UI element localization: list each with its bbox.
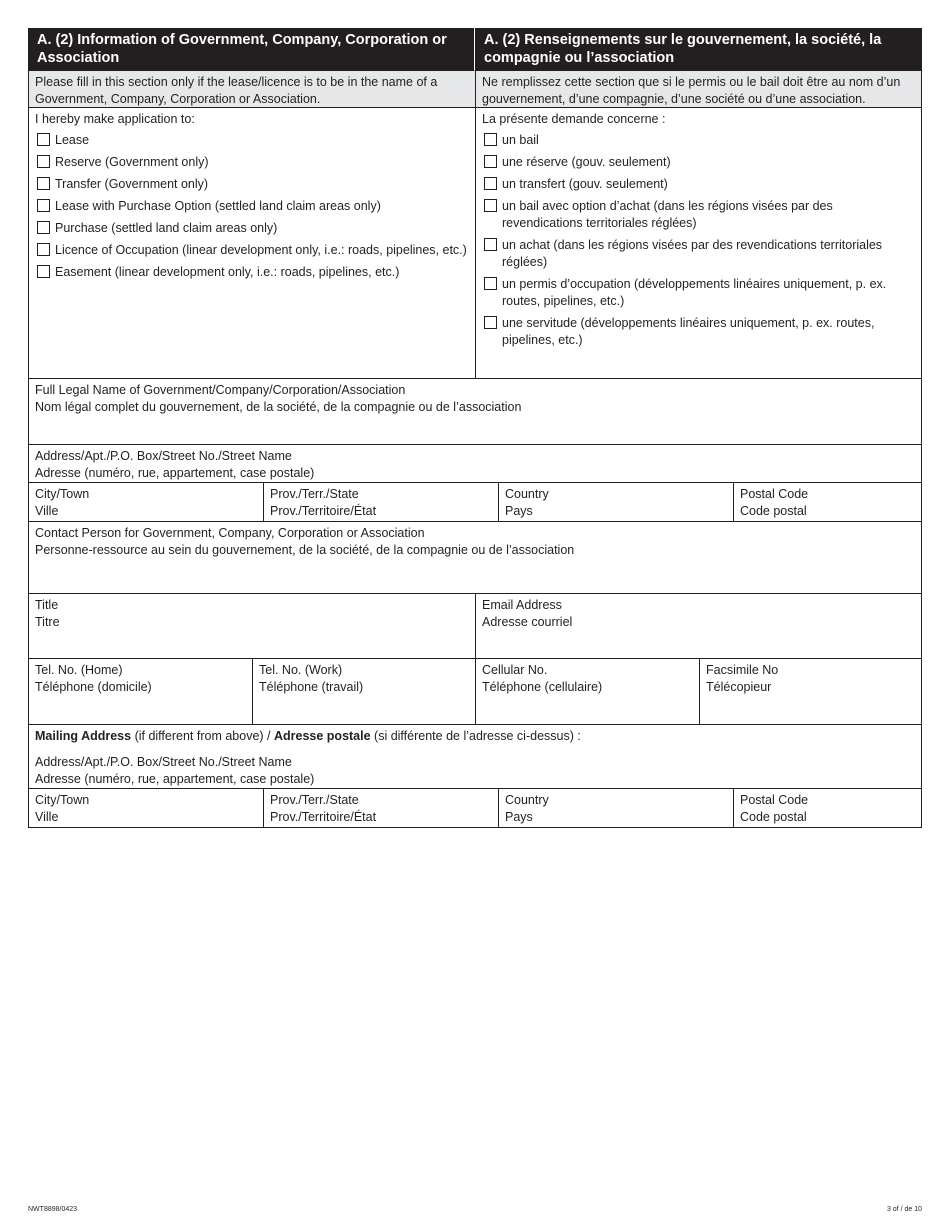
checkbox-icon[interactable] xyxy=(37,265,50,278)
section-instructions xyxy=(28,71,922,108)
address-label-fr: Adresse (numéro, rue, appartement, case postale) xyxy=(35,466,315,480)
application-type-fr-option[interactable] xyxy=(482,198,915,232)
province-label-fr: Prov./Territoire/État xyxy=(270,504,377,518)
checkbox-icon[interactable] xyxy=(484,155,497,168)
application-type-fr-option[interactable] xyxy=(482,132,915,149)
application-type-fr-option-label: une réserve (gouv. seulement) xyxy=(502,155,671,169)
application-type-row xyxy=(28,108,922,379)
contact-person-field[interactable] xyxy=(28,522,922,594)
application-type-fr-option-label: un permis d’occupation (développements linéaires uniquement, p. ex. routes, pipelines, etc.) xyxy=(502,277,887,308)
application-form-section xyxy=(28,28,922,828)
application-type-en-option-label: Easement (linear development only, i.e.: roads, pipelines, etc.) xyxy=(55,265,400,279)
mailing-postal-code-label-fr: Code postal xyxy=(740,810,807,824)
instructions-en: Please fill in this section only if the lease/licence is to be in the name of a Government, Company, Corporation or Association. xyxy=(28,71,475,108)
checkbox-icon[interactable] xyxy=(37,177,50,190)
application-type-en-option[interactable] xyxy=(35,242,469,259)
mailing-province-label-fr: Prov./Territoire/État xyxy=(270,810,377,824)
checkbox-icon[interactable] xyxy=(484,177,497,190)
application-type-fr xyxy=(475,108,922,379)
application-type-en-option-label: Purchase (settled land claim areas only) xyxy=(55,221,278,235)
mailing-postal-code-label-en: Postal Code xyxy=(740,793,809,807)
application-type-en-option[interactable] xyxy=(35,154,469,171)
application-type-en-option[interactable] xyxy=(35,264,469,281)
application-type-fr-option[interactable] xyxy=(482,237,915,271)
title-field[interactable] xyxy=(28,594,475,659)
cell-phone-label-fr: Téléphone (cellulaire) xyxy=(482,680,603,694)
fax-label-en: Facsimile No xyxy=(706,663,779,677)
application-intro-en: I hereby make application to: xyxy=(35,112,195,126)
checkbox-icon[interactable] xyxy=(37,155,50,168)
application-type-fr-option-label: un achat (dans les régions visées par des revendications territoriales réglées) xyxy=(502,238,883,269)
application-intro-fr: La présente demande concerne : xyxy=(482,112,666,126)
email-label-fr: Adresse courriel xyxy=(482,615,573,629)
email-label-en: Email Address xyxy=(482,598,562,612)
checkbox-icon[interactable] xyxy=(484,238,497,251)
work-phone-field[interactable] xyxy=(252,659,475,725)
mailing-address-label-en: Address/Apt./P.O. Box/Street No./Street Name xyxy=(35,755,292,769)
mailing-heading xyxy=(35,728,915,745)
checkbox-icon[interactable] xyxy=(37,133,50,146)
instructions-fr: Ne remplissez cette section que si le permis ou le bail doit être au nom d’un gouvernement, d’une compagnie, d’une société ou d’une association. xyxy=(475,71,922,108)
title-label-en: Title xyxy=(35,598,59,612)
section-title-en: A. (2) Information of Government, Company, Corporation or Association xyxy=(28,28,475,71)
section-header xyxy=(28,28,922,71)
email-field[interactable] xyxy=(475,594,922,659)
work-phone-label-en: Tel. No. (Work) xyxy=(259,663,343,677)
checkbox-icon[interactable] xyxy=(484,133,497,146)
home-phone-label-fr: Téléphone (domicile) xyxy=(35,680,152,694)
mailing-address-field[interactable] xyxy=(28,725,922,789)
mailing-province-label-en: Prov./Terr./State xyxy=(270,793,359,807)
phone-row xyxy=(28,659,922,725)
mailing-province-field[interactable] xyxy=(263,789,498,828)
country-label-fr: Pays xyxy=(505,504,533,518)
mailing-heading-fr-rest: (si différente de l’adresse ci-dessus) : xyxy=(370,729,581,743)
application-type-en-option[interactable] xyxy=(35,198,469,215)
address-field[interactable] xyxy=(28,445,922,483)
application-type-fr-option-label: un transfert (gouv. seulement) xyxy=(502,177,668,191)
application-type-en-option[interactable] xyxy=(35,132,469,149)
mailing-location-row xyxy=(28,789,922,828)
form-id: NWT8898/0423 xyxy=(28,1206,78,1213)
application-type-en-option-label: Lease xyxy=(55,133,90,147)
application-type-en-option-label: Lease with Purchase Option (settled land claim areas only) xyxy=(55,199,381,213)
application-type-fr-option[interactable] xyxy=(482,315,915,349)
checkbox-icon[interactable] xyxy=(37,221,50,234)
contact-label-fr: Personne-ressource au sein du gouvernement, de la société, de la compagnie ou de l’association xyxy=(35,543,575,557)
checkbox-icon[interactable] xyxy=(37,199,50,212)
application-type-fr-option-label: un bail xyxy=(502,133,539,147)
fax-label-fr: Télécopieur xyxy=(706,680,772,694)
postal-code-label-en: Postal Code xyxy=(740,487,809,501)
city-label-fr: Ville xyxy=(35,504,59,518)
mailing-heading-fr-bold: Adresse postale xyxy=(273,729,371,743)
mailing-city-label-en: City/Town xyxy=(35,793,90,807)
cell-phone-label-en: Cellular No. xyxy=(482,663,548,677)
checkbox-icon[interactable] xyxy=(484,199,497,212)
application-type-en-option-label: Licence of Occupation (linear development only, i.e.: roads, pipelines, etc.) xyxy=(55,243,467,257)
mailing-heading-en-bold: Mailing Address xyxy=(35,729,132,743)
contact-label-en: Contact Person for Government, Company, Corporation or Association xyxy=(35,526,425,540)
application-type-fr-option-label: un bail avec option d’achat (dans les régions visées par des revendications territoriales réglées) xyxy=(502,199,833,230)
application-type-en-option-label: Reserve (Government only) xyxy=(55,155,209,169)
contact-row xyxy=(28,522,922,594)
checkbox-icon[interactable] xyxy=(484,316,497,329)
mailing-heading-en-rest: (if different from above) / xyxy=(131,729,274,743)
mailing-country-label-fr: Pays xyxy=(505,810,533,824)
section-title-fr: A. (2) Renseignements sur le gouvernement, la société, la compagnie ou l’association xyxy=(475,28,922,71)
checkbox-icon[interactable] xyxy=(37,243,50,256)
country-label-en: Country xyxy=(505,487,549,501)
page-number: 3 of / de 10 xyxy=(886,1206,922,1213)
postal-code-field[interactable] xyxy=(733,483,922,522)
address-label-en: Address/Apt./P.O. Box/Street No./Street Name xyxy=(35,449,292,463)
legal-name-label-fr: Nom légal complet du gouvernement, de la société, de la compagnie ou de l’association xyxy=(35,400,522,414)
country-field[interactable] xyxy=(498,483,733,522)
mailing-country-field[interactable] xyxy=(498,789,733,828)
work-phone-label-fr: Téléphone (travail) xyxy=(259,680,364,694)
application-type-fr-option[interactable] xyxy=(482,176,915,193)
province-label-en: Prov./Terr./State xyxy=(270,487,359,501)
location-row xyxy=(28,483,922,522)
legal-name-label-en: Full Legal Name of Government/Company/Corporation/Association xyxy=(35,383,406,397)
legal-name-row xyxy=(28,379,922,445)
application-type-en-option[interactable] xyxy=(35,220,469,237)
application-type-en-option-label: Transfer (Government only) xyxy=(55,177,209,191)
city-label-en: City/Town xyxy=(35,487,90,501)
mailing-address-label-fr: Adresse (numéro, rue, appartement, case postale) xyxy=(35,772,315,786)
application-type-fr-option[interactable] xyxy=(482,276,915,310)
application-type-en-option[interactable] xyxy=(35,176,469,193)
application-type-en xyxy=(28,108,475,379)
title-label-fr: Titre xyxy=(35,615,60,629)
application-type-fr-option[interactable] xyxy=(482,154,915,171)
mailing-country-label-en: Country xyxy=(505,793,549,807)
home-phone-field[interactable] xyxy=(28,659,252,725)
checkbox-icon[interactable] xyxy=(484,277,497,290)
city-field[interactable] xyxy=(28,483,263,522)
title-email-row xyxy=(28,594,922,659)
mailing-postal-code-field[interactable] xyxy=(733,789,922,828)
address-row xyxy=(28,445,922,483)
fax-field[interactable] xyxy=(699,659,922,725)
province-field[interactable] xyxy=(263,483,498,522)
mailing-address-row xyxy=(28,725,922,789)
legal-name-field[interactable] xyxy=(28,379,922,445)
application-type-fr-option-label: une servitude (développements linéaires uniquement, p. ex. routes, pipelines, etc.) xyxy=(502,316,875,347)
cell-phone-field[interactable] xyxy=(475,659,699,725)
home-phone-label-en: Tel. No. (Home) xyxy=(35,663,123,677)
mailing-city-label-fr: Ville xyxy=(35,810,59,824)
postal-code-label-fr: Code postal xyxy=(740,504,807,518)
mailing-city-field[interactable] xyxy=(28,789,263,828)
